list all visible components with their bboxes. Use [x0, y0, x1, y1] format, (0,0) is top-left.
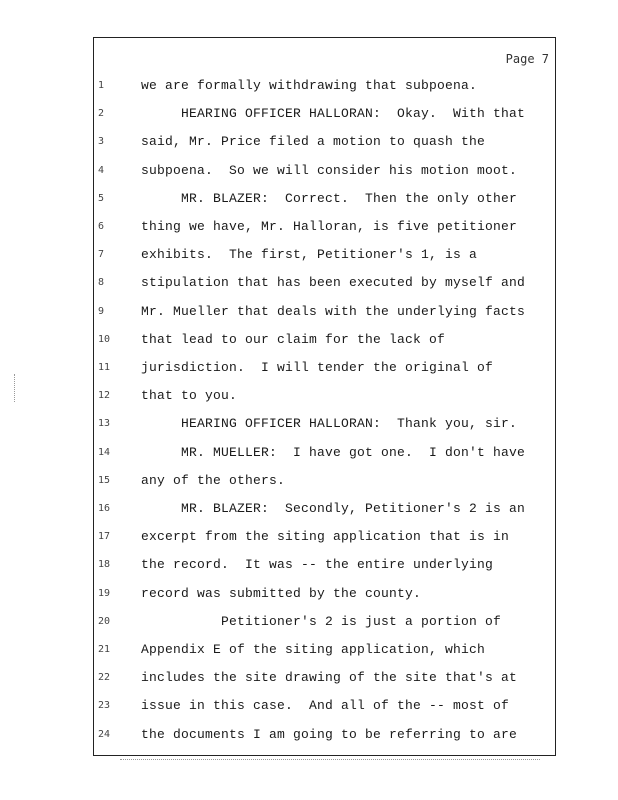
transcript-line: [94, 219, 557, 247]
line-text: MR. BLAZER: Secondly, Petitioner's 2 is an: [141, 501, 526, 516]
line-number: 21: [98, 644, 111, 655]
line-text: Appendix E of the siting application, which: [141, 642, 486, 657]
line-number: 13: [98, 418, 111, 430]
line-text: Petitioner's 2 is just a portion of: [141, 613, 502, 629]
line-number: 3: [98, 136, 105, 148]
line-text: issue in this case. And all of the -- most of: [141, 698, 510, 714]
line-text: the record. It was -- the entire underlying: [141, 557, 494, 573]
line-number: 23: [98, 700, 111, 712]
transcript-line: [94, 191, 557, 219]
transcript-line: [94, 642, 557, 670]
transcript-line: [94, 445, 557, 473]
transcript-line: [94, 134, 557, 162]
transcript-line: [94, 106, 557, 134]
line-text: excerpt from the siting application that is in: [141, 529, 510, 545]
transcript-line: [94, 304, 557, 332]
line-number: 9: [98, 305, 105, 317]
transcript-line: [94, 163, 557, 191]
line-number: 7: [98, 249, 105, 261]
transcript-line: [94, 557, 557, 585]
line-number: 16: [98, 503, 111, 514]
line-number: 15: [98, 474, 111, 486]
line-number: 4: [98, 164, 105, 176]
line-text: jurisdiction. I will tender the original of: [141, 360, 494, 375]
transcript-line: [94, 727, 557, 755]
transcript-page: [93, 37, 556, 756]
transcript-line: [94, 586, 557, 614]
transcript-line: [94, 388, 557, 416]
line-number: 11: [98, 362, 111, 373]
transcript-line: [94, 78, 557, 106]
transcript-line: [94, 473, 557, 501]
line-text: HEARING OFFICER HALLORAN: Okay. With that: [141, 106, 526, 122]
transcript-line: [94, 698, 557, 726]
line-number: 18: [98, 559, 111, 571]
line-number: 19: [98, 587, 111, 599]
page-number: Page 7: [505, 52, 549, 66]
line-number: 12: [98, 390, 111, 402]
line-text: MR. MUELLER: I have got one. I don't have: [141, 444, 526, 460]
line-text: said, Mr. Price filed a motion to quash the: [141, 134, 486, 150]
line-text: stipulation that has been executed by myself and: [141, 275, 526, 291]
transcript-line: [94, 416, 557, 444]
line-number: 6: [98, 221, 105, 232]
line-text: record was submitted by the county.: [141, 585, 422, 601]
line-text: exhibits. The first, Petitioner's 1, is a: [141, 247, 478, 263]
transcript-line: [94, 275, 557, 303]
transcript-line: [94, 529, 557, 557]
margin-mark: [14, 374, 21, 402]
line-text: thing we have, Mr. Halloran, is five petitioner: [141, 219, 518, 234]
line-number: 5: [98, 192, 105, 204]
line-number: 24: [98, 728, 111, 740]
transcript-line: [94, 670, 557, 698]
line-number: 2: [98, 108, 105, 120]
transcript-line: [94, 360, 557, 388]
line-text: HEARING OFFICER HALLORAN: Thank you, sir.: [141, 416, 518, 432]
line-number: 22: [98, 672, 111, 684]
line-number: 20: [98, 615, 111, 627]
transcript-line: [94, 501, 557, 529]
line-number: 1: [98, 80, 105, 91]
transcript-line: [94, 614, 557, 642]
footer-rule: [120, 759, 540, 760]
line-text: any of the others.: [141, 472, 286, 488]
line-number: 10: [98, 333, 111, 345]
line-text: includes the site drawing of the site that's at: [141, 670, 518, 686]
transcript-line: [94, 332, 557, 360]
line-number: 14: [98, 446, 111, 458]
line-text: we are formally withdrawing that subpoena.: [141, 78, 478, 93]
line-text: the documents I am going to be referring to are: [141, 726, 518, 742]
line-number: 17: [98, 531, 111, 543]
line-number: 8: [98, 277, 105, 289]
line-text: MR. BLAZER: Correct. Then the only other: [141, 190, 518, 206]
line-text: subpoena. So we will consider his motion moot.: [141, 162, 518, 178]
line-text: that lead to our claim for the lack of: [141, 331, 446, 347]
line-text: that to you.: [141, 388, 238, 404]
transcript-line: [94, 247, 557, 275]
line-text: Mr. Mueller that deals with the underlying facts: [141, 303, 526, 319]
